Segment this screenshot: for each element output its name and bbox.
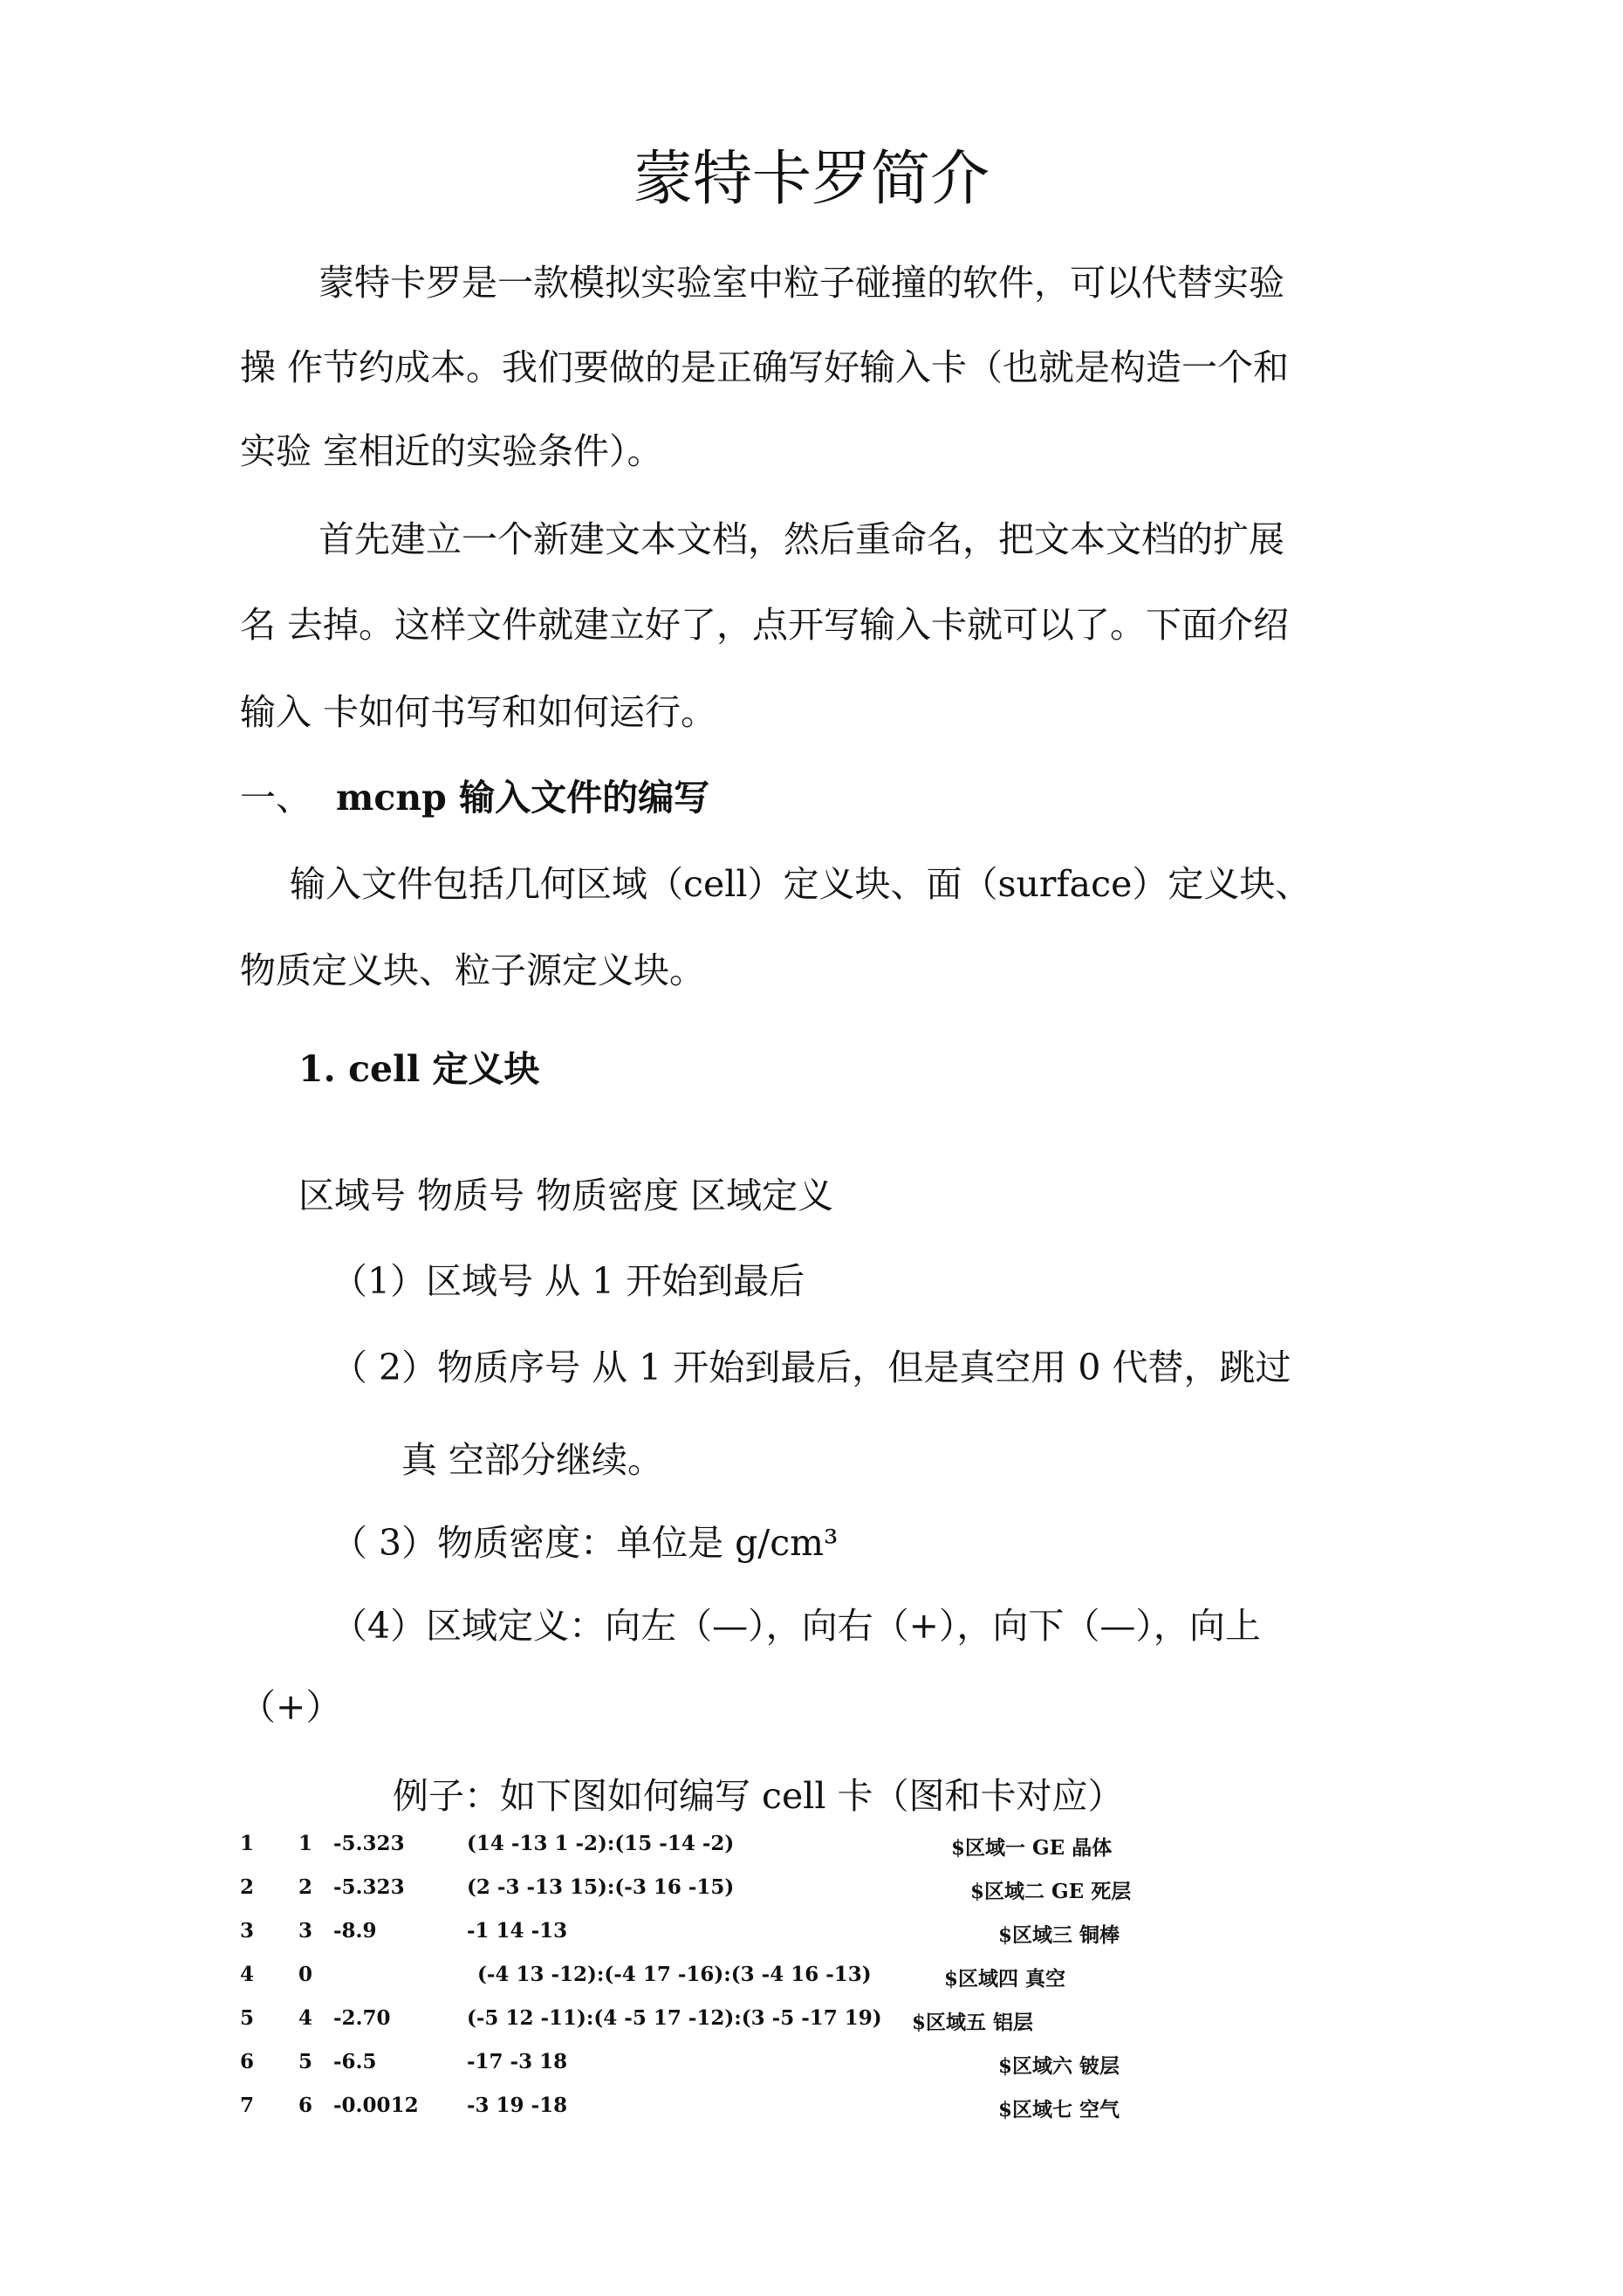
cell-density: -2.70	[333, 2006, 391, 2030]
cell-card-row	[0, 2006, 1623, 2041]
cell-card-row	[0, 2094, 1623, 2128]
cell-card-row	[0, 1963, 1623, 1998]
cell-definition: -1 14 -13	[467, 1919, 568, 1943]
intro-line-1: 蒙特卡罗是一款模拟实验室中粒子碰撞的软件，可以代替实验	[318, 262, 1284, 304]
cell-material: 4	[298, 2006, 313, 2030]
section-number: 一、	[240, 777, 312, 819]
cell-material: 1	[298, 1832, 313, 1855]
subsection-title: 1. cell 定义块	[298, 1048, 540, 1090]
intro-line-2: 操 作节约成本。我们要做的是正确写好输入卡（也就是构造一个和	[240, 346, 1290, 388]
cell-comment: $区域六 铍层	[998, 2054, 1120, 2078]
cell-comment: $区域五 铝层	[912, 2011, 1034, 2034]
cell-definition: -17 -3 18	[467, 2050, 568, 2073]
cell-density: -8.9	[333, 1919, 377, 1943]
cell-id: 1	[240, 1832, 255, 1855]
cell-density: -5.323	[333, 1875, 405, 1899]
cell-material: 2	[298, 1875, 313, 1899]
blocks-line-2: 物质定义块、粒子源定义块。	[240, 949, 705, 991]
cell-card-row	[0, 2050, 1623, 2085]
item-4-line-2: （+）	[240, 1686, 342, 1728]
item-3: （ 3）物质密度：单位是 g/cm³	[332, 1522, 839, 1564]
cell-comment: $区域二 GE 死层	[970, 1880, 1132, 1903]
cell-id: 4	[240, 1963, 255, 1986]
cell-definition: (14 -13 1 -2):(15 -14 -2)	[467, 1832, 735, 1855]
item-2-line-1: （ 2）物质序号 从 1 开始到最后，但是真空用 0 代替，跳过	[332, 1347, 1291, 1388]
cell-comment: $区域四 真空	[944, 1967, 1066, 1991]
section-title: mcnp 输入文件的编写	[336, 777, 710, 819]
cell-material: 6	[298, 2094, 313, 2117]
cell-definition: (2 -3 -13 15):(-3 16 -15)	[467, 1875, 735, 1899]
cell-comment: $区域一 GE 晶体	[951, 1836, 1113, 1860]
cell-card-row	[0, 1919, 1623, 1954]
blocks-line-1: 输入文件包括几何区域（cell）定义块、面（surface）定义块、	[290, 863, 1311, 905]
cell-material: 0	[298, 1963, 313, 1986]
item-1: （1）区域号 从 1 开始到最后	[332, 1260, 805, 1302]
cell-density: -0.0012	[333, 2094, 419, 2117]
step-line-2: 名 去掉。这样文件就建立好了，点开写输入卡就可以了。下面介绍	[240, 604, 1290, 646]
cell-material: 3	[298, 1919, 313, 1943]
cell-definition: (-4 13 -12):(-4 17 -16):(3 -4 16 -13)	[477, 1963, 872, 1986]
step-line-1: 首先建立一个新建文本文档，然后重命名，把文本文档的扩展	[318, 518, 1284, 560]
cell-format-line: 区域号 物质号 物质密度 区域定义	[298, 1175, 834, 1217]
cell-definition: (-5 12 -11):(4 -5 17 -12):(3 -5 -17 19)	[467, 2006, 882, 2030]
page-title: 蒙特卡罗简介	[633, 145, 990, 214]
cell-id: 5	[240, 2006, 255, 2030]
step-line-3: 输入 卡如何书写和如何运行。	[240, 691, 717, 733]
cell-definition: -3 19 -18	[467, 2094, 568, 2117]
cell-comment: $区域七 空气	[998, 2098, 1120, 2121]
cell-id: 6	[240, 2050, 255, 2073]
cell-material: 5	[298, 2050, 313, 2073]
cell-id: 2	[240, 1875, 255, 1899]
item-2-line-2: 真 空部分继续。	[401, 1439, 664, 1481]
cell-id: 3	[240, 1919, 255, 1943]
cell-id: 7	[240, 2094, 255, 2117]
item-4-line-1: （4）区域定义：向左（—），向右（+），向下（—），向上	[332, 1605, 1261, 1647]
cell-density: -5.323	[333, 1832, 405, 1855]
example-caption: 例子：如下图如何编写 cell 卡（图和卡对应）	[393, 1775, 1124, 1817]
cell-comment: $区域三 铜棒	[998, 1923, 1120, 1947]
cell-density: -6.5	[333, 2050, 377, 2073]
cell-card-row	[0, 1832, 1623, 1867]
cell-card-row	[0, 1875, 1623, 1910]
intro-line-3: 实验 室相近的实验条件）。	[240, 430, 663, 472]
